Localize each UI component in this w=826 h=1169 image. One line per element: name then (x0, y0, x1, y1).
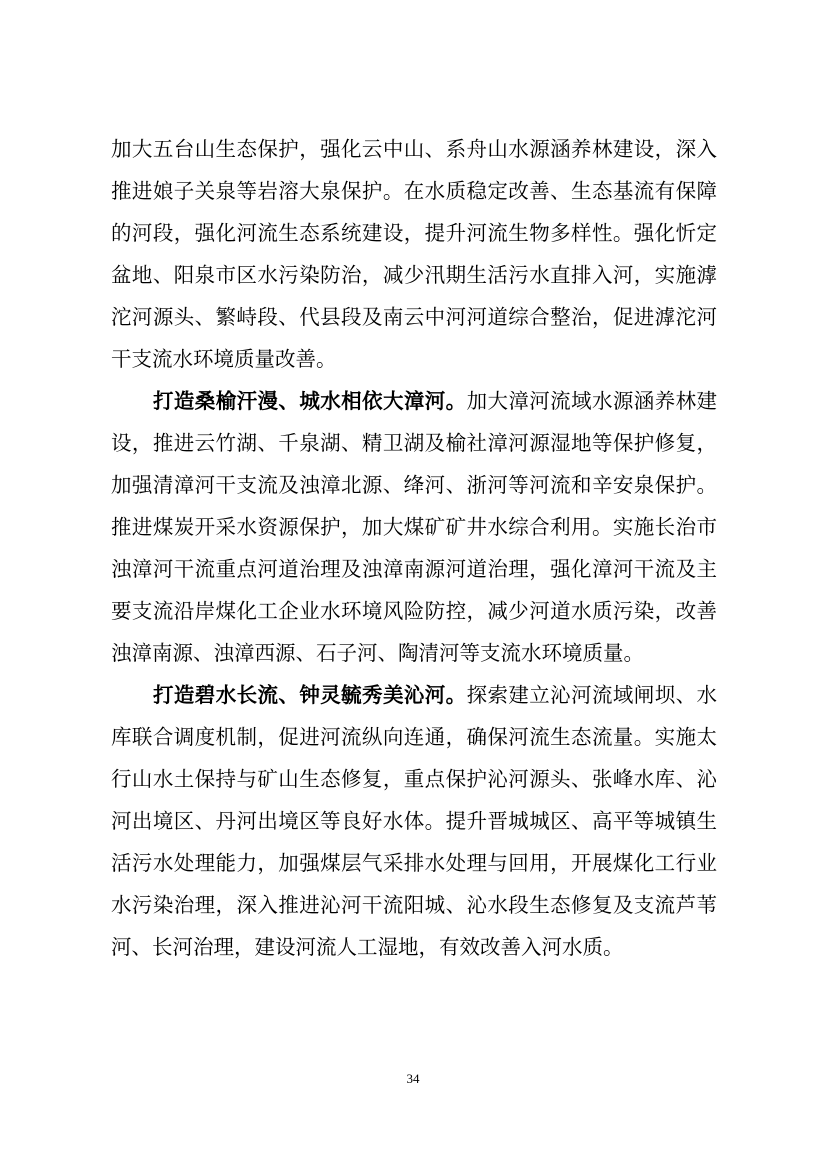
paragraph-zhang-river (111, 380, 717, 674)
paragraph-text: 加大五台山生态保护，强化云中山、系舟山水源涵养林建设，深入推进娘子关泉等岩溶大泉保护。在水质稳定改善、生态基流有保障的河段，强化河流生态系统建设，提升河流生物多样性。强化忻定盆地、阳泉市区水污染防治，减少汛期生活污水直排入河，实施滹沱河源头、繁峙段、代县段及南云中河河道综合整治，促进滹沱河干支流水环境质量改善。 (111, 137, 717, 371)
page-number: 34 (406, 1071, 420, 1086)
body-text (111, 128, 717, 968)
paragraph-qin-river (111, 674, 717, 968)
paragraph-heading: 打造碧水长流、钟灵毓秀美沁河。 (153, 683, 467, 707)
paragraph-text: 加大漳河流域水源涵养林建设，推进云竹湖、千泉湖、精卫湖及榆社漳河源湿地等保护修复，加强清漳河干支流及浊漳北源、绛河、浙河等河流和辛安泉保护。推进煤炭开采水资源保护，加大煤矿矿井水综合利用。实施长治市浊漳河干流重点河道治理及浊漳南源河道治理，强化漳河干流及主要支流沿岸煤化工企业水环境风险防控，减少河道水质污染，改善浊漳南源、浊漳西源、石子河、陶清河等支流水环境质量。 (111, 389, 718, 665)
paragraph-heading: 打造桑榆汗漫、城水相依大漳河。 (153, 389, 467, 413)
paragraph-wutai-hutuo (111, 128, 717, 380)
paragraph-text: 探索建立沁河流域闸坝、水库联合调度机制，促进河流纵向连通，确保河流生态流量。实施太行山水土保持与矿山生态修复，重点保护沁河源头、张峰水库、沁河出境区、丹河出境区等良好水体。提升晋城城区、高平等城镇生活污水处理能力，加强煤层气采排水处理与回用，开展煤化工行业水污染治理，深入推进沁河干流阳城、沁水段生态修复及支流芦苇河、长河治理，建设河流人工湿地，有效改善入河水质。 (111, 683, 718, 959)
